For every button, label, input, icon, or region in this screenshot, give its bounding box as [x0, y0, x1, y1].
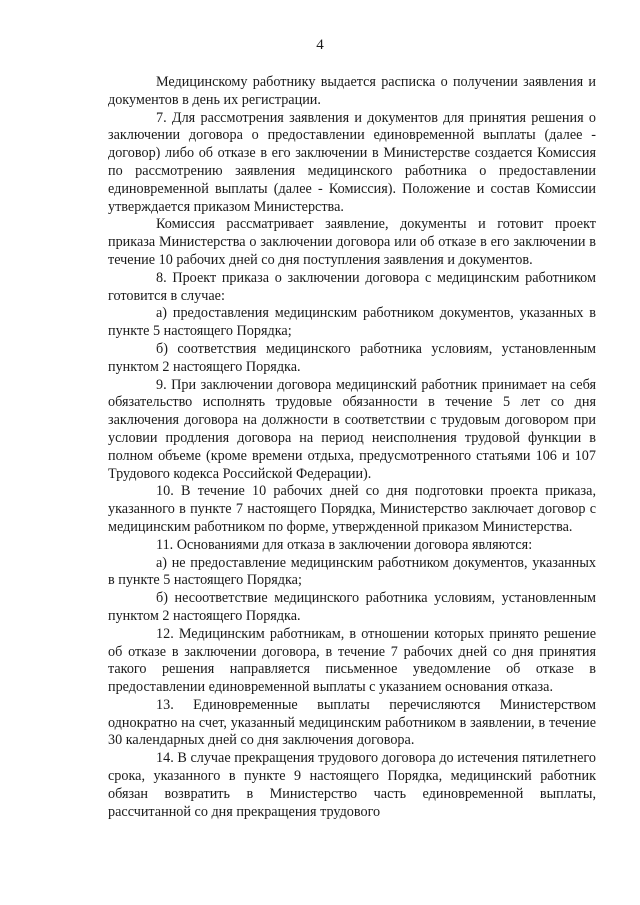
document-body	[108, 74, 596, 821]
paragraph-8a: а) предоставления медицинским работником документов, указанных в пункте 5 настоящего Порядка;	[108, 305, 596, 340]
paragraph-10-contract: 10. В течение 10 рабочих дней со дня подготовки проекта приказа, указанного в пункте 7 настоящего Порядка, Министерство заключает договор с медицинским работником по форме, утвержденной приказом Министерства.	[108, 483, 596, 535]
paragraph-13-payment: 13. Единовременные выплаты перечисляются Министерством однократно на счет, указанный медицинским работником в заявлении, в течение 30 календарных дней со дня заключения договора.	[108, 696, 596, 749]
paragraph-7-commission: 7. Для рассмотрения заявления и документов для принятия решения о заключении договора о предоставлении единовременной выплаты (далее - договор) либо об отказе в его заключении в Министерстве создается Комиссия по рассмотрению заявления медицинского работника о предоставлении единовременной выплаты (далее - Комиссия). Положение и состав Комиссии утверждается приказом Министерства.	[108, 109, 596, 215]
paragraph-8-draft-order: 8. Проект приказа о заключении договора с медицинским работником готовится в случае:	[108, 269, 596, 304]
paragraph-9-obligation: 9. При заключении договора медицинский работник принимает на себя обязательство исполнять трудовые обязанности в течение 5 лет со дня заключения договора на должности в соответствии с трудовым договором при условии продления договора на период неисполнения трудовой функции в полном объеме (кроме времени отдыха, предусмотренного статьями 106 и 107 Трудового кодекса Российской Федерации).	[108, 376, 596, 482]
paragraph-commission-review: Комиссия рассматривает заявление, документы и готовит проект приказа Министерства о заключении договора или об отказе в его заключении в течение 10 рабочих дней со дня поступления заявления и документов.	[108, 216, 596, 268]
paragraph-receipt: Медицинскому работнику выдается расписка о получении заявления и документов в день их регистрации.	[108, 74, 596, 108]
paragraph-8b: б) соответствия медицинского работника условиям, установленным пунктом 2 настоящего Порядка.	[108, 340, 596, 375]
page-number: 4	[316, 37, 324, 53]
paragraph-11-refusal-grounds: 11. Основаниями для отказа в заключении договора являются:	[156, 536, 533, 553]
paragraph-14-refund: 14. В случае прекращения трудового договора до истечения пятилетнего срока, указанного в пункте 9 настоящего Порядка, медицинский работник обязан возвратить в Министерство часть единовременной выплаты, рассчитанной со дня прекращения трудового	[108, 750, 596, 820]
paragraph-11b: б) несоответствие медицинского работника условиям, установленным пунктом 2 настоящего Порядка.	[108, 590, 596, 624]
paragraph-12-notice: 12. Медицинским работникам, в отношении которых принято решение об отказе в заключении договора, в течение 7 рабочих дней со дня принятия такого решения направляется письменное уведомление об отказе в предоставлении единовременной выплаты с указанием основания отказа.	[108, 625, 596, 696]
paragraph-11a: а) не предоставление медицинским работником документов, указанных в пункте 5 настоящего Порядка;	[108, 554, 596, 589]
